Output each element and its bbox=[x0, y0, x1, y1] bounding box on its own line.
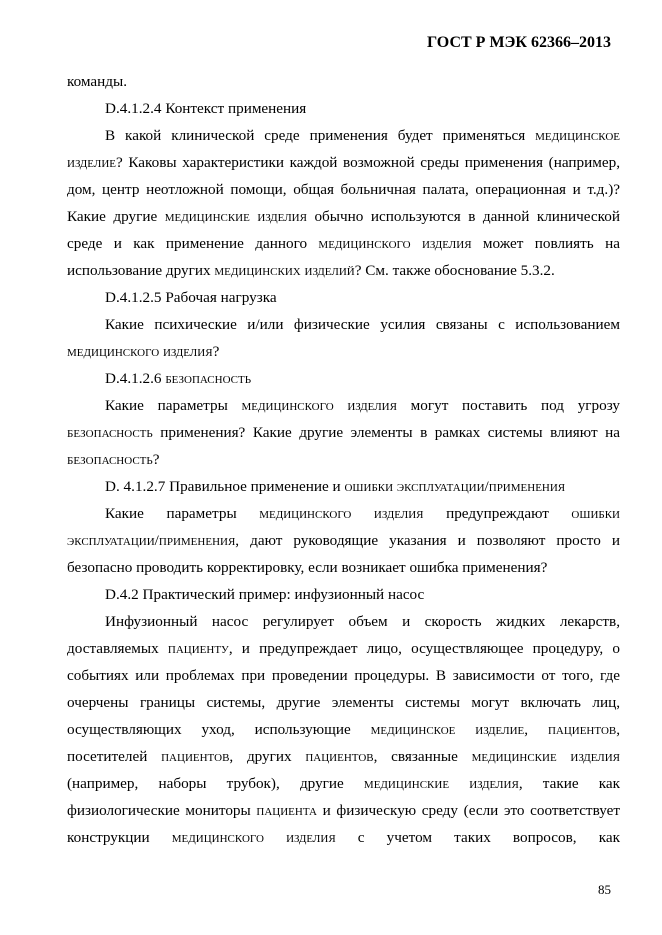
text-run: Какие параметры bbox=[105, 505, 260, 522]
text-run: ? См. также обоснование 5.3.2. bbox=[354, 262, 555, 279]
small-caps-term: ошибки эксплуатации/применения bbox=[344, 478, 566, 495]
small-caps-term: медицинские изделия bbox=[471, 748, 621, 765]
text-run: , дают руководящие указания и позволяют просто и безопасно проводить корректировку, если возникает ошибка применения? bbox=[67, 532, 620, 576]
small-caps-term: пациента bbox=[256, 802, 317, 819]
small-caps-term: медицинского изделия bbox=[318, 235, 472, 252]
text-run: Инфузионный насос регулирует объем и скорость жидких лекарств, доставляемых bbox=[67, 613, 620, 657]
text-run: D. 4.1.2.7 Правильное применение и bbox=[105, 478, 345, 495]
text-run: D.4.1.2.5 Рабочая нагрузка bbox=[105, 289, 277, 306]
body-paragraph bbox=[67, 500, 620, 581]
text-run: , посетителей bbox=[67, 721, 621, 765]
text-run: обычно используются в данной клинической среде и как применение данного bbox=[67, 208, 620, 252]
text-run: , bbox=[524, 721, 548, 738]
text-run: Какие психические и/или физические усилия связаны с использованием bbox=[105, 316, 620, 333]
small-caps-term: медицинского изделия bbox=[259, 505, 424, 522]
page-number: 85 bbox=[598, 882, 611, 897]
text-run: ? Каковы характеристики каждой возможной среды применения (например, дом, центр неотложной помощи, общая больничная палата, операционная и т.д.)? Какие другие bbox=[67, 154, 620, 225]
text-run: могут поставить под угрозу bbox=[396, 397, 620, 414]
small-caps-term: ошибки эксплуатации/применения bbox=[67, 505, 620, 549]
text-run: , такие как физиологические мониторы bbox=[67, 775, 621, 819]
text-run: команды. bbox=[67, 73, 128, 90]
section-heading bbox=[67, 473, 620, 500]
body-paragraph bbox=[67, 392, 620, 473]
small-caps-term: пациентов bbox=[547, 721, 617, 738]
small-caps-term: безопасность bbox=[67, 451, 153, 468]
section-heading bbox=[67, 95, 620, 122]
small-caps-term: пациенту bbox=[167, 640, 229, 657]
body-paragraph bbox=[67, 122, 620, 284]
text-run: Какие параметры bbox=[105, 397, 242, 414]
small-caps-term: безопасность bbox=[67, 424, 153, 441]
section-heading bbox=[67, 581, 620, 608]
small-caps-term: медицинского изделия bbox=[171, 829, 336, 846]
small-caps-term: пациентов bbox=[161, 748, 230, 765]
text-run: и физическую среду (если это соответствует конструкции bbox=[67, 802, 620, 846]
document-header: ГОСТ Р МЭК 62366–2013 bbox=[427, 34, 611, 51]
text-run: В какой клинической среде применения будет применяться bbox=[105, 127, 536, 144]
text-run: предупреждают bbox=[423, 505, 572, 522]
text-run: , и предупреждает лицо, осуществляющее процедуру, о событиях или проблемах при проведении процедуры. В зависимости от того, где очерчены границы системы, другие элементы системы могут включать лиц, осуществляющих уход, использующие bbox=[67, 640, 620, 738]
text-run: ? bbox=[212, 343, 220, 360]
small-caps-term: безопасность bbox=[165, 370, 252, 387]
section-heading bbox=[67, 284, 620, 311]
text-run: с учетом таких вопросов, как bbox=[335, 829, 620, 846]
small-caps-term: медицинские изделия bbox=[164, 208, 307, 225]
text-run: (например, наборы трубок), другие bbox=[67, 775, 364, 792]
body-paragraph bbox=[67, 311, 620, 365]
text-run: , других bbox=[229, 748, 306, 765]
text-run: ? bbox=[152, 451, 160, 468]
small-caps-term: медицинское изделие bbox=[67, 127, 620, 171]
small-caps-term: медицинского изделия bbox=[241, 397, 397, 414]
text-run: D.4.1.2.4 Контекст применения bbox=[105, 100, 307, 117]
small-caps-term: пациентов bbox=[305, 748, 374, 765]
text-run: , связанные bbox=[373, 748, 472, 765]
text-run: применения? Какие другие элементы в рамках системы влияют на bbox=[152, 424, 620, 441]
section-heading bbox=[67, 365, 620, 392]
continued-text bbox=[67, 68, 620, 95]
document-body bbox=[67, 68, 620, 851]
text-run: D.4.2 Практический пример: инфузионный насос bbox=[105, 586, 425, 603]
text-run: может повлиять на использование других bbox=[67, 235, 620, 279]
small-caps-term: медицинских изделий bbox=[214, 262, 355, 279]
small-caps-term: медицинские изделия bbox=[363, 775, 519, 792]
small-caps-term: медицинского изделия bbox=[67, 343, 213, 360]
body-paragraph bbox=[67, 608, 620, 851]
small-caps-term: медицинское изделие bbox=[370, 721, 525, 738]
text-run: D.4.1.2.6 bbox=[105, 370, 166, 387]
